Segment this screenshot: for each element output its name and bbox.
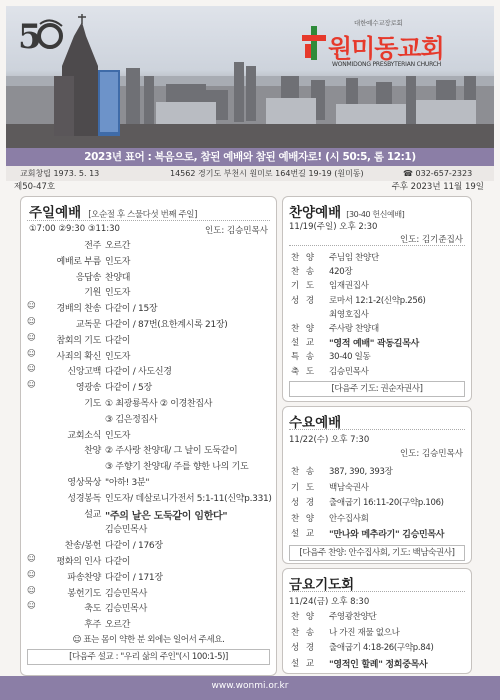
worship-item-label: 참회의 기도: [56, 335, 101, 346]
worship-item-value: ③ 주향기 찬양대/ 주를 향한 나의 기도: [105, 462, 249, 473]
praise-title: 찬양예배: [289, 205, 342, 221]
worship-item-label: 축도: [84, 604, 101, 615]
wednesday-time: 11/22(수) 오후 7:30: [289, 435, 370, 445]
worship-item-label: 찬양: [84, 446, 101, 457]
wednesday-worship-box: [282, 406, 472, 564]
wednesday-next-week: [다음주 찬양: 안수집사회, 기도: 백남숙권사]: [289, 545, 465, 561]
worship-item: [21, 317, 276, 331]
worship-item-value: 김승민목사: [105, 525, 147, 536]
worship-item-value: ③ 김은정집사: [105, 414, 158, 425]
praise-subtitle: [30-40 헌신예배]: [346, 210, 405, 219]
praise-leader: 인도: 김기준집사: [399, 235, 463, 245]
friday-item-label: 찬 양: [291, 612, 317, 622]
praise-item-label: 기 도: [291, 281, 317, 292]
worship-item: [21, 601, 276, 615]
denomination-label: 대한예수교장로회: [354, 19, 403, 27]
sunday-title: 주일예배: [29, 205, 82, 221]
worship-item: [21, 349, 276, 363]
worship-item: [21, 570, 276, 584]
praise-next-week: [다음주 기도: 권순자권사]: [289, 381, 465, 397]
wednesday-item-value: 안수집사회: [329, 513, 369, 524]
worship-item: [21, 586, 276, 600]
friday-item-label: 설 교: [291, 658, 317, 669]
worship-item-label: 봉헌기도: [67, 588, 101, 599]
worship-item: [21, 459, 276, 473]
friday-item-label: 성 경: [291, 643, 317, 653]
wednesday-item-label: 설 교: [291, 529, 317, 539]
website-footer[interactable]: www.wonmi.or.kr: [0, 676, 500, 700]
praise-header: [289, 201, 404, 221]
church-info-bar: [6, 166, 494, 181]
worship-item-label: 응답송: [75, 272, 101, 283]
worship-item: [21, 254, 276, 268]
praise-item-label: 성 경: [291, 295, 317, 306]
standing-icon: ☺: [27, 317, 36, 327]
worship-item: [21, 285, 276, 299]
wednesday-title: 수요예배: [289, 415, 342, 431]
praise-item-value: 김승민목사: [329, 366, 369, 377]
worship-item-label: 영상묵상: [67, 478, 101, 488]
worship-item-value: ① 최광룡목사 ② 이경찬집사: [105, 399, 213, 409]
worship-item-label: 기도: [84, 399, 101, 409]
worship-item-value: 다같이 / 87번(요한계시록 21장): [105, 320, 228, 330]
sunday-times: ①7:00 ②9:30 ③11:30: [29, 224, 120, 234]
wednesday-item-label: 찬 양: [291, 513, 317, 524]
worship-item-value: 다같이: [105, 335, 131, 346]
worship-item: [21, 475, 276, 489]
church-address: 14562 경기도 부천시 원미로 164번길 19-19 (원미동): [170, 169, 364, 178]
standing-icon: ☺: [27, 348, 36, 359]
worship-item-value: 다같이 / 171장: [105, 572, 163, 583]
sunday-worship-box: [20, 196, 277, 676]
worship-item-label: 사죄의 확신: [56, 351, 101, 362]
praise-item-value: 임재권집사: [329, 281, 369, 292]
standing-icon: ☺: [27, 364, 36, 375]
worship-item-value: 다같이 / 15장: [105, 304, 158, 315]
friday-item-value: 나 가진 재물 없으나: [329, 627, 400, 638]
worship-item-label: 성경봉독: [67, 493, 101, 504]
sunday-subtitle: [오순절 후 스물다섯 번째 주일]: [88, 210, 198, 220]
praise-item-value: 420장: [329, 267, 353, 278]
wednesday-leader: 인도: 김승민목사: [399, 449, 463, 459]
worship-item-label: 후주: [84, 620, 101, 631]
issue-date: 주후 2023년 11월 19일: [391, 182, 484, 192]
worship-item: [21, 270, 276, 284]
worship-item-value: 인도자: [105, 256, 131, 267]
svg-text:5: 5: [18, 17, 42, 57]
friday-title: 금요기도회: [289, 577, 355, 593]
worship-item-label: 예배로 부름: [56, 256, 101, 267]
worship-item-value: 인도자: [105, 288, 131, 299]
church-name-english: WONMIDONG PRESBYTERIAN CHURCH: [332, 61, 442, 68]
standing-icon: ☺: [27, 554, 36, 564]
header-banner: [6, 6, 494, 148]
worship-item-value: 다같이 / 사도신경: [105, 367, 172, 378]
worship-item: [21, 443, 276, 457]
praise-item-label: 찬 양: [291, 324, 317, 334]
standing-icon: ☺: [27, 332, 36, 343]
praise-item-value: 로마서 12:1-2(신약p.256): [329, 295, 426, 306]
worship-item-label: 평화의 인사: [56, 557, 101, 567]
anniversary-50-logo: [16, 14, 66, 60]
worship-item-label: 파송찬양: [67, 572, 101, 583]
worship-item-value: 김승민목사: [105, 588, 147, 599]
worship-item-label: 경배의 찬송: [56, 304, 101, 315]
wednesday-item-value: 출애굽기 16:11-20(구약p.106): [329, 498, 444, 508]
founded-date: 교회창립 1973. 5. 13: [20, 169, 100, 178]
worship-item-value: 인도자: [105, 351, 131, 362]
worship-item: [21, 301, 276, 315]
standing-icon: ☺: [27, 569, 36, 580]
praise-item-label: 찬 양: [291, 253, 317, 263]
church-name: 원미동교회: [328, 34, 444, 63]
worship-item: [21, 617, 276, 631]
worship-item-value: 인도자/ 데살로니가전서 5:1-11(신약p.331): [105, 493, 272, 504]
praise-item-value: "영적 예배" 곽동길목사: [329, 339, 419, 350]
next-week-sermon: [다음주 설교 : "우리 삶의 주인"(시 100:1-5)]: [27, 649, 270, 665]
worship-item-value: 오르간: [105, 620, 131, 631]
wednesday-item-label: 찬 송: [291, 467, 317, 477]
worship-item-value: "아하! 3분": [105, 478, 150, 488]
worship-item-label: 설교: [84, 509, 101, 520]
worship-item-value: 다같이 / 5장: [105, 383, 152, 394]
wednesday-item-label: 기 도: [291, 482, 317, 493]
worship-item: [21, 412, 276, 426]
praise-item-label: 축 도: [291, 366, 317, 377]
praise-item-value: 최영호집사: [329, 309, 369, 320]
worship-item-label: 교회소식: [67, 430, 101, 441]
yearly-motto: 2023년 표어 : 복음으로, 참된 예배와 참된 예배자로! (시 50:5, 롬 12:1): [6, 148, 494, 166]
issue-row: [6, 181, 494, 194]
worship-item-value: 찬양대: [105, 272, 131, 283]
standing-icon: ☺: [27, 585, 36, 596]
praise-item-label: 설 교: [291, 338, 317, 349]
worship-item-value: 다같이: [105, 557, 131, 567]
friday-item-value: 출애굽기 4:18-26(구약p.84): [329, 643, 434, 653]
worship-item-value: 오르간: [105, 241, 131, 251]
sunday-header: [29, 201, 197, 221]
wednesday-item-value: 백남숙권사: [329, 482, 369, 493]
praise-time: 11/19(주일) 오후 2:30: [289, 222, 378, 232]
praise-item-value: 주사랑 찬양대: [329, 324, 379, 334]
worship-item: [21, 491, 276, 505]
worship-item: [21, 333, 276, 347]
worship-item: [21, 554, 276, 568]
worship-item-value: ② 주사랑 찬양대/ 그 날이 도둑같이: [105, 446, 238, 457]
worship-item: [21, 538, 276, 552]
friday-item-value: "영적인 할례" 정희중목사: [329, 659, 428, 670]
worship-item: [21, 428, 276, 442]
worship-item-label: 영광송: [75, 383, 101, 394]
worship-item-label: 신앙고백: [67, 367, 101, 378]
worship-item-label: 교독문: [75, 320, 101, 330]
worship-item-label: 찬송/봉헌: [64, 541, 101, 552]
worship-item: [21, 380, 276, 394]
worship-item: [21, 522, 276, 536]
praise-item-value: 주님임 찬양단: [329, 253, 379, 263]
worship-item-value: "주의 날은 도둑같이 임한다": [105, 510, 228, 522]
city-skyline-image: [6, 6, 494, 148]
church-phone: ☎ 032-657-2323: [403, 169, 473, 178]
worship-item: [21, 396, 276, 410]
praise-worship-box: [282, 196, 472, 402]
worship-item: [21, 364, 276, 378]
praise-item-value: 30-40 일동: [329, 352, 371, 363]
friday-item-value: 주영광찬양단: [329, 612, 377, 622]
friday-item-label: 찬 송: [291, 627, 317, 638]
worship-item: [21, 507, 276, 521]
standing-icon: ☺: [27, 380, 36, 391]
wednesday-item-label: 성 경: [291, 498, 317, 508]
sunday-leader: 인도: 김승민목사: [204, 226, 268, 236]
worship-item-value: 다같이 / 176장: [105, 541, 163, 552]
friday-time: 11/24(금) 오후 8:30: [289, 597, 370, 607]
wednesday-item-value: "만나와 메추라기" 김승민목사: [329, 530, 445, 540]
worship-item-value: 김승민목사: [105, 604, 147, 615]
worship-item-value: 인도자: [105, 430, 131, 441]
friday-prayer-box: [282, 568, 472, 674]
church-cross-logo-icon: [302, 26, 326, 60]
praise-item-label: 특 송: [291, 352, 317, 363]
worship-item-label: 기원: [84, 288, 101, 299]
standing-icon: ☺: [27, 301, 36, 312]
worship-item: [21, 238, 276, 252]
issue-number: 제50-47호: [14, 182, 56, 192]
standing-footnote: ☺ 표는 몸이 약한 분 외에는 일어서 주세요.: [72, 635, 225, 645]
praise-item-label: 찬 송: [291, 267, 317, 278]
wednesday-item-value: 387, 390, 393장: [329, 467, 393, 477]
worship-item-label: 전주: [84, 241, 101, 251]
standing-icon: ☺: [27, 601, 36, 612]
